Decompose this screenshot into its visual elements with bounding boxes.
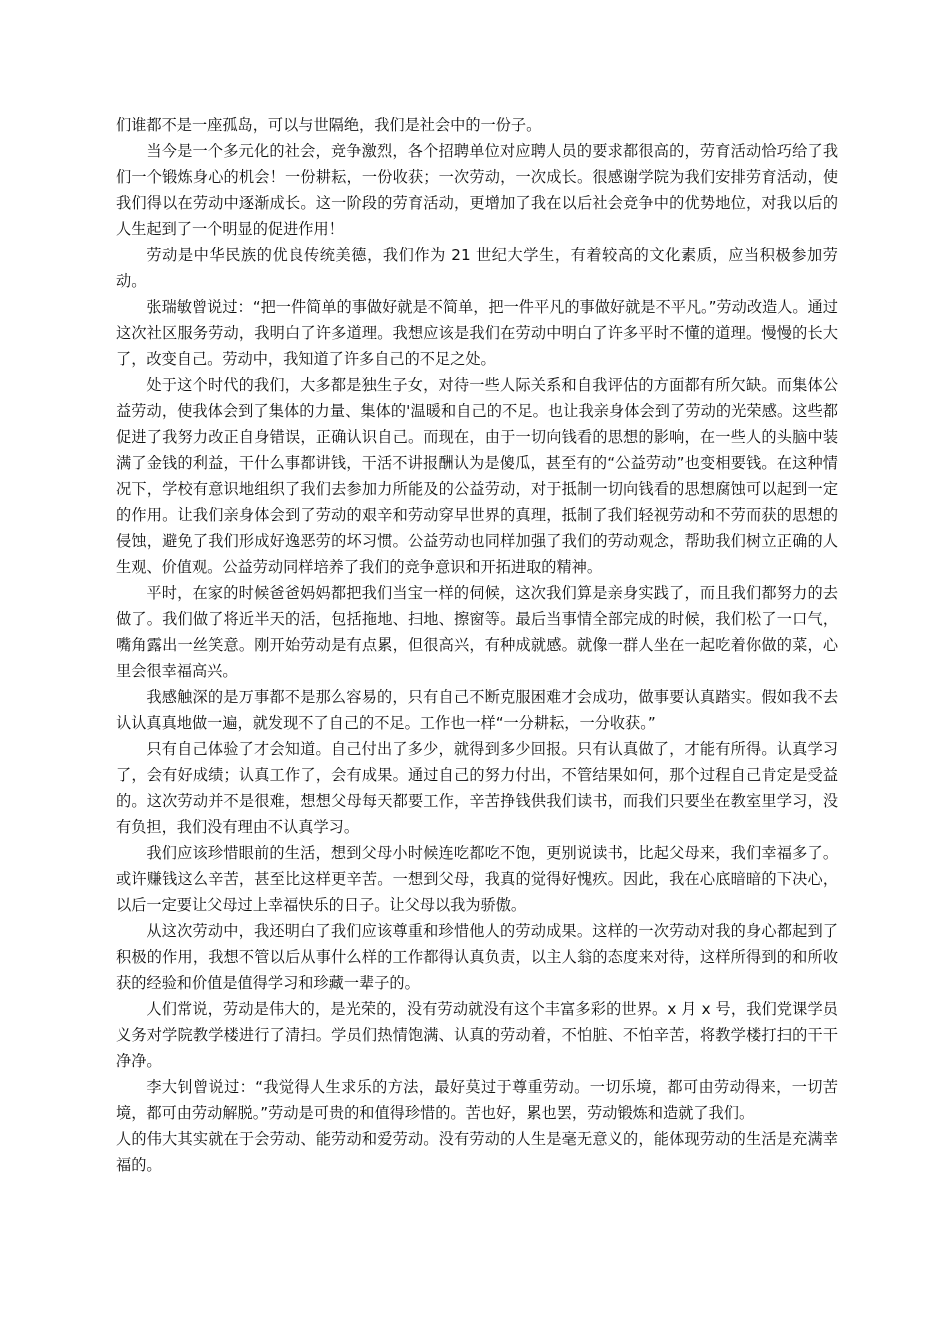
paragraph-2: 当今是一个多元化的社会，竞争激烈，各个招聘单位对应聘人员的要求都很高的，劳育活动恰巧给了我们一个锻炼身心的机会！一份耕耘，一份收获；一次劳动，一次成长。很感谢学院为我们安排劳育活动，使我们得以在劳动中逐渐成长。这一阶段的劳育活动，更增加了我在以后社会竞争中的优势地位，对我以后的人生起到了一个明显的促进作用！ xyxy=(116,142,838,238)
paragraph-5: 处于这个时代的我们，大多都是独生子女，对待一些人际关系和自我评估的方面都有所欠缺。而集体公益劳动，使我体会到了集体的力量、集体的'温暖和自己的不足。也让我亲身体会到了劳动的光荣感。这些都促进了我努力改正自身错误，正确认识自己。而现在，由于一切向钱看的思想的影响，在一些人的头脑中装满了金钱的利益，干什么事都讲钱，干活不讲报酬认为是傻瓜，甚至有的“公益劳动”也变相要钱。在这种情况下，学校有意识地组织了我们去参加力所能及的公益劳动，对于抵制一切向钱看的思想腐蚀可以起到一定的作用。让我们亲身体会到了劳动的艰辛和劳动穿早世界的真理，抵制了我们轻视劳动和不劳而获的思想的侵蚀，避免了我们形成好逸恶劳的坏习惯。公益劳动也同样加强了我们的劳动观念，帮助我们树立正确的人生观、价值观。公益劳动同样培养了我们的竞争意识和开拓进取的精神。 xyxy=(116,376,838,576)
paragraph-8: 只有自己体验了才会知道。自己付出了多少，就得到多少回报。只有认真做了，才能有所得。认真学习了，会有好成绩；认真工作了，会有成果。通过自己的努力付出，不管结果如何，那个过程自己肯定是受益的。这次劳动并不是很难，想想父母每天都要工作，辛苦挣钱供我们读书，而我们只要坐在教室里学习，没有负担，我们没有理由不认真学习。 xyxy=(116,740,838,836)
paragraph-7: 我感触深的是万事都不是那么容易的，只有自己不断克服困难才会成功，做事要认真踏实。假如我不去认认真真地做一遍，就发现不了自己的不足。工作也一样“一分耕耘，一分收获。” xyxy=(116,688,838,732)
paragraph-1: 们谁都不是一座孤岛，可以与世隔绝，我们是社会中的一份子。 xyxy=(116,116,542,134)
paragraph-9: 我们应该珍惜眼前的生活，想到父母小时候连吃都吃不饱，更别说读书，比起父母来，我们幸福多了。或许赚钱这么辛苦，甚至比这样更辛苦。一想到父母，我真的觉得好愧疚。因此，我在心底暗暗的下决心，以后一定要让父母过上幸福快乐的日子。让父母以我为骄傲。 xyxy=(116,844,838,914)
paragraph-10: 从这次劳动中，我还明白了我们应该尊重和珍惜他人的劳动成果。这样的一次劳动对我的身心都起到了积极的作用，我想不管以后从事什么样的工作都得认真负责，以主人翁的态度来对待，这样所得到的和所收获的经验和价值是值得学习和珍藏一辈子的。 xyxy=(116,922,838,992)
document-page xyxy=(116,112,838,1178)
paragraph-4: 张瑞敏曾说过：“把一件简单的事做好就是不简单，把一件平凡的事做好就是不平凡。”劳动改造人。通过这次社区服务劳动，我明白了许多道理。我想应该是我们在劳动中明白了许多平时不懂的道理。慢慢的长大了，改变自己。劳动中，我知道了许多自己的不足之处。 xyxy=(116,298,838,368)
paragraph-6: 平时，在家的时候爸爸妈妈都把我们当宝一样的伺候，这次我们算是亲身实践了，而且我们都努力的去做了。我们做了将近半天的活，包括拖地、扫地、擦窗等。最后当事情全部完成的时候，我们松了一口气，嘴角露出一丝笑意。刚开始劳动是有点累，但很高兴，有种成就感。就像一群人坐在一起吃着你做的菜，心里会很幸福高兴。 xyxy=(116,584,838,680)
paragraph-11: 人们常说，劳动是伟大的，是光荣的，没有劳动就没有这个丰富多彩的世界。x 月 x 号，我们党课学员义务对学院教学楼进行了清扫。学员们热情饱满、认真的劳动着，不怕脏、不怕辛苦，将教学楼打扫的干干净净。 xyxy=(116,1000,838,1070)
paragraph-13: 人的伟大其实就在于会劳动、能劳动和爱劳动。没有劳动的人生是毫无意义的，能体现劳动的生活是充满幸福的。 xyxy=(116,1130,838,1174)
paragraph-3: 劳动是中华民族的优良传统美德，我们作为 21 世纪大学生，有着较高的文化素质，应当积极参加劳动。 xyxy=(116,246,838,290)
paragraph-12: 李大钊曾说过：“我觉得人生求乐的方法，最好莫过于尊重劳动。一切乐境，都可由劳动得来，一切苦境，都可由劳动解脱。”劳动是可贵的和值得珍惜的。苦也好，累也罢，劳动锻炼和造就了我们。 xyxy=(116,1078,838,1122)
